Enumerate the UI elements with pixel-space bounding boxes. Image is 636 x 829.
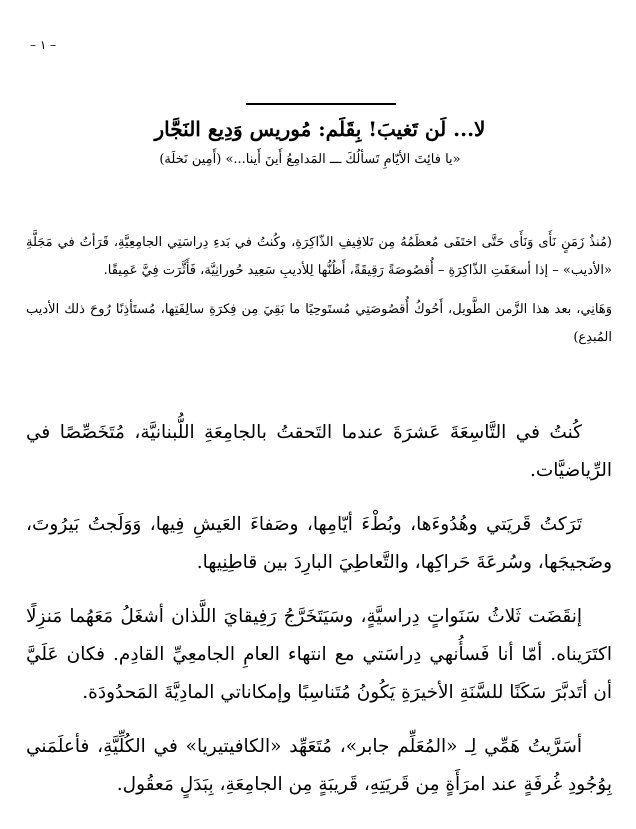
intro-paragraph: (مُنذُ زَمَنٍ نَأَى وَنَأَى حَتَّى اختَفَى مُعظَمُهُ مِن تَلافِيفِ الذّاكِرَةِ، وكُنتُ في بَدءِ دِراسَتِي الجامِعِيَّةِ، قَرَأتُ في مَجَلَّةِ «الأديب» – إذا أسعَفَتِ الذّاكِرَةِ – أُقصُوصَةً رَقِيقَةً، أَظُنُّها لِلأديبِ سَعِيد حُورانِيَّة، فَأَثَّرَت فِيَّ عَمِيقًا. bbox=[26, 235, 612, 278]
body-paragraph: تَرَكتُ قَريَتي وهُدُوءَها، وبُطْءَ أيّامِها، وصَفاءَ العَيشِ فِيها، وَوَلَجتُ بَيرُوتَ، وضَجيجَها، وسُرعَةَ حَراكِها، والتَّعاطِيَ البارِدَ بين قاطِنِيها. bbox=[26, 514, 612, 573]
title-rule bbox=[246, 103, 396, 105]
body-paragraph: أسَرَّيتُ هَمِّي لِـ «المُعَلِّم جابر»، مُتَعَهِّد «الكافيتيريا» في الكُلِّيَّةِ، فأعلَمَني بِوُجُودِ غُرفَةٍ عند امرَأَةٍ مِن قَريَتِهِ، قَريبَةٍ مِن الجامِعَةِ، بِبَدَلٍ مَعقُول. bbox=[26, 736, 612, 795]
story-title: لا... لَن تَغيبَ! بِقَلَم: مُوريس وَدِيع النَجَّار bbox=[154, 117, 486, 141]
intro-note bbox=[26, 229, 612, 285]
intro-note-2 bbox=[26, 296, 612, 352]
story-body bbox=[26, 414, 612, 820]
page-number: – ١ – bbox=[30, 38, 57, 52]
intro-paragraph: وَهَانِي، بعد هذا الزَّمن الطَّويل، أَحُوكُ أُقصُوصَتِي مُستَوحِيًا ما بَقِيَ مِن فِكرَةِ سالِفَتِها، مُستَأذِنًا رُوحَ ذلك الأديب المُبدِع) bbox=[26, 302, 612, 345]
body-paragraph: كُنتُ في التَّاسِعَةَ عَشرَةَ عندما التَحقتُ بالجامِعَةِ اللُّبنانيَّة، مُتَخَصِّصًا في الرِّياضيَّات. bbox=[26, 422, 612, 481]
body-paragraph: إنقَضَت ثَلاثُ سَنَواتٍ دِراسيَّةٍ، وسَيَتَخَرَّجُ رَفِيقايَ اللَّذان أشغَلُ مَعَهُما مَنزِلًا اكتَرَيناه. أمّا أنا فَسأُنهي دِراسَتي مع انتهاء العامِ الجامعِيِّ القادِم. فكان عَلَيَّ أن أتَدبَّرَ سَكَنًا للسَّنَةِ الأخيرَةِ يَكُونُ مُتَناسِبًا وإمكاناتي المادِيَّةَ المَحدُودَة. bbox=[26, 606, 612, 703]
epigraph: «يا فائِتَ الأيّامِ تَسألُكَ ـــ المَدامِعُ أَينَ أَينا...» (أَمِين نَخلَة) bbox=[159, 152, 461, 167]
